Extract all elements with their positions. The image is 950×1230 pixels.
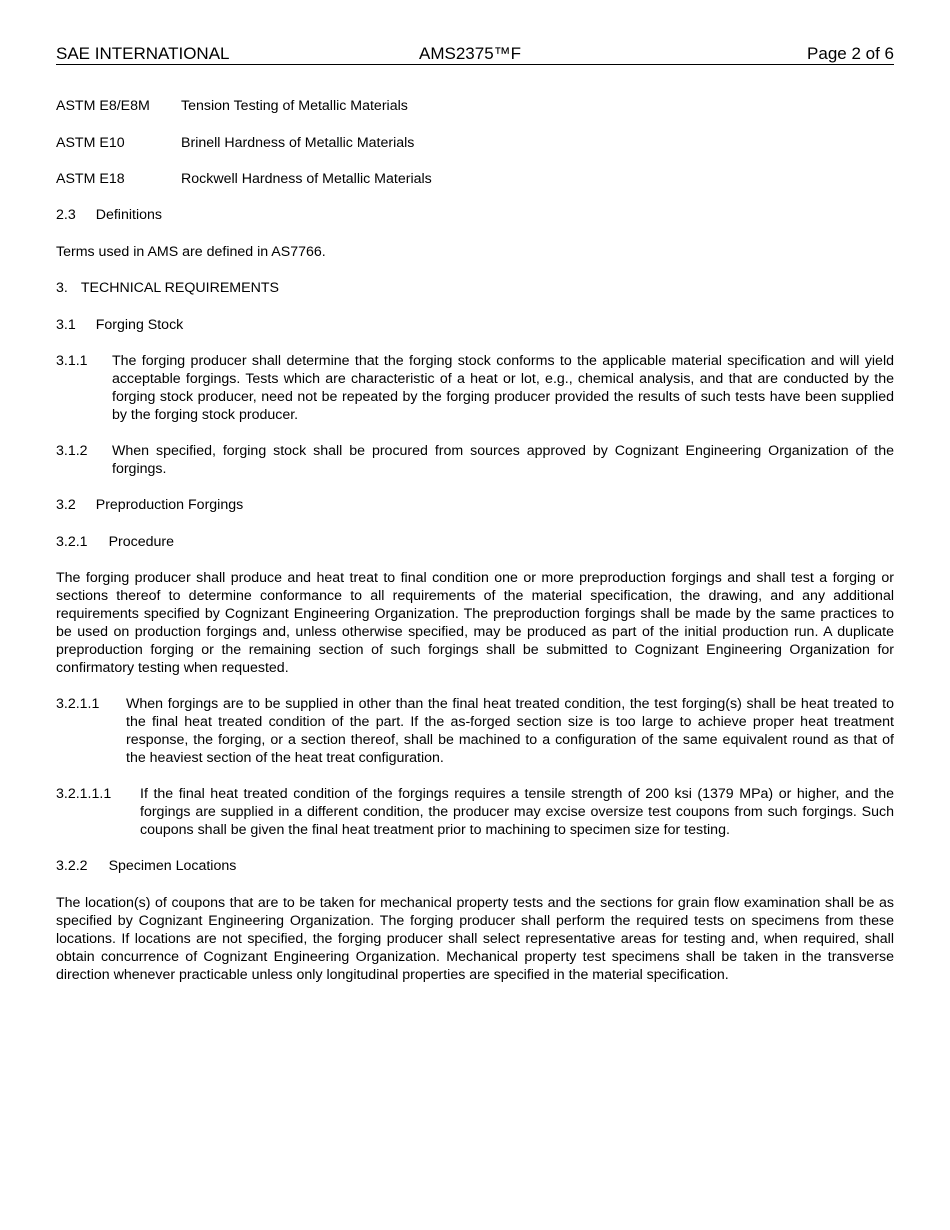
section-heading-3-2-1 xyxy=(56,533,174,551)
reference-code: ASTM E18 xyxy=(56,171,125,187)
section-title: Procedure xyxy=(108,534,175,550)
section-number-3-2-1-1: 3.2.1.1 xyxy=(56,696,100,712)
specimen-locations-paragraph: The location(s) of coupons that are to be taken for mechanical property tests and the sections for grain flow examination shall be as specified by Cognizant Engineering Organization. The forging producer shall perform the required tests on specimens from these locations. If locations are not specified, the forging producer shall select representative areas for testing and, when required, shall obtain concurrence of Cognizant Engineering Organization. Mechanical property test specimens shall be taken in the transverse direction whenever practicable unless only longitudinal properties are specified in the material specification. xyxy=(56,895,894,983)
section-3-1-2-text: When specified, forging stock shall be procured from sources approved by Cognizant Engineering Organization of the forgings. xyxy=(112,443,894,477)
section-title: Forging Stock xyxy=(95,317,184,333)
document-page xyxy=(56,44,894,983)
section-number: 3.2 xyxy=(56,497,76,513)
section-number-3-1-2: 3.1.2 xyxy=(56,443,88,459)
page-header xyxy=(56,44,894,65)
section-heading-3-1 xyxy=(56,316,183,334)
section-heading-3-2-2 xyxy=(56,857,236,875)
section-title: Specimen Locations xyxy=(108,858,237,874)
header-doc-number: AMS2375™F xyxy=(419,44,522,63)
section-heading-2-3 xyxy=(56,206,162,224)
definitions-paragraph: Terms used in AMS are defined in AS7766. xyxy=(56,244,326,260)
section-number: 3.2.1 xyxy=(56,534,88,550)
section-3-1-1-text: The forging producer shall determine that the forging stock conforms to the applicable material specification and will yield acceptable forgings. Tests which are characteristic of a heat or lot, e.g., chemical analysis, and that are conducted by the forging stock producer, need not be repeated by the forging producer provided the results of such tests have been supplied by the forging stock producer. xyxy=(112,353,894,423)
reference-title: Tension Testing of Metallic Materials xyxy=(181,98,408,114)
reference-title: Rockwell Hardness of Metallic Materials xyxy=(181,171,432,187)
section-title: Preproduction Forgings xyxy=(95,497,244,513)
section-number: 2.3 xyxy=(56,207,76,223)
header-page-number: Page 2 of 6 xyxy=(807,44,894,63)
section-number-3-1-1: 3.1.1 xyxy=(56,353,88,369)
section-3-2-1-1-text: When forgings are to be supplied in other than the final heat treated condition, the test forging(s) shall be heat treated to the final heat treated condition of the part. If the as-forged section size is too large to achieve proper heat treatment response, the forging, or a section thereof, shall be machined to a configuration of the same equivalent round as that of the heaviest section of the heat treat configuration. xyxy=(126,696,894,766)
reference-title: Brinell Hardness of Metallic Materials xyxy=(181,135,415,151)
reference-row xyxy=(56,97,894,115)
section-heading-3-2 xyxy=(56,496,243,514)
section-3-2-1-1-1-text: If the final heat treated condition of the forgings requires a tensile strength of 200 ksi (1379 MPa) or higher, and the forgings are supplied in a different condition, the producer may excise oversize test coupons from such forgings. Such coupons shall be given the final heat treatment prior to machining to specimen size for testing. xyxy=(140,786,894,838)
reference-code: ASTM E10 xyxy=(56,135,125,151)
section-title: TECHNICAL REQUIREMENTS xyxy=(80,280,279,296)
reference-row xyxy=(56,134,894,152)
reference-row xyxy=(56,170,894,188)
procedure-paragraph: The forging producer shall produce and heat treat to final condition one or more preproduction forgings and shall test a forging or sections thereof to determine conformance to all requirements of the material specification, the drawing, and any additional requirements specified by Cognizant Engineering Organization. The preproduction forgings shall be made by the same practices to be used on production forgings and, unless otherwise specified, may be produced as part of the initial production run. A duplicate preproduction forging or the remaining section of such forgings shall be submitted to Cognizant Engineering Organization for confirmatory testing when requested. xyxy=(56,570,894,676)
section-number-3-2-1-1-1: 3.2.1.1.1 xyxy=(56,786,112,802)
section-heading-3 xyxy=(56,279,279,297)
section-number: 3.2.2 xyxy=(56,858,88,874)
reference-code: ASTM E8/E8M xyxy=(56,98,150,114)
section-number: 3.1 xyxy=(56,317,76,333)
section-title: Definitions xyxy=(95,207,162,223)
header-org: SAE INTERNATIONAL xyxy=(56,44,230,63)
section-number: 3. xyxy=(56,280,68,296)
